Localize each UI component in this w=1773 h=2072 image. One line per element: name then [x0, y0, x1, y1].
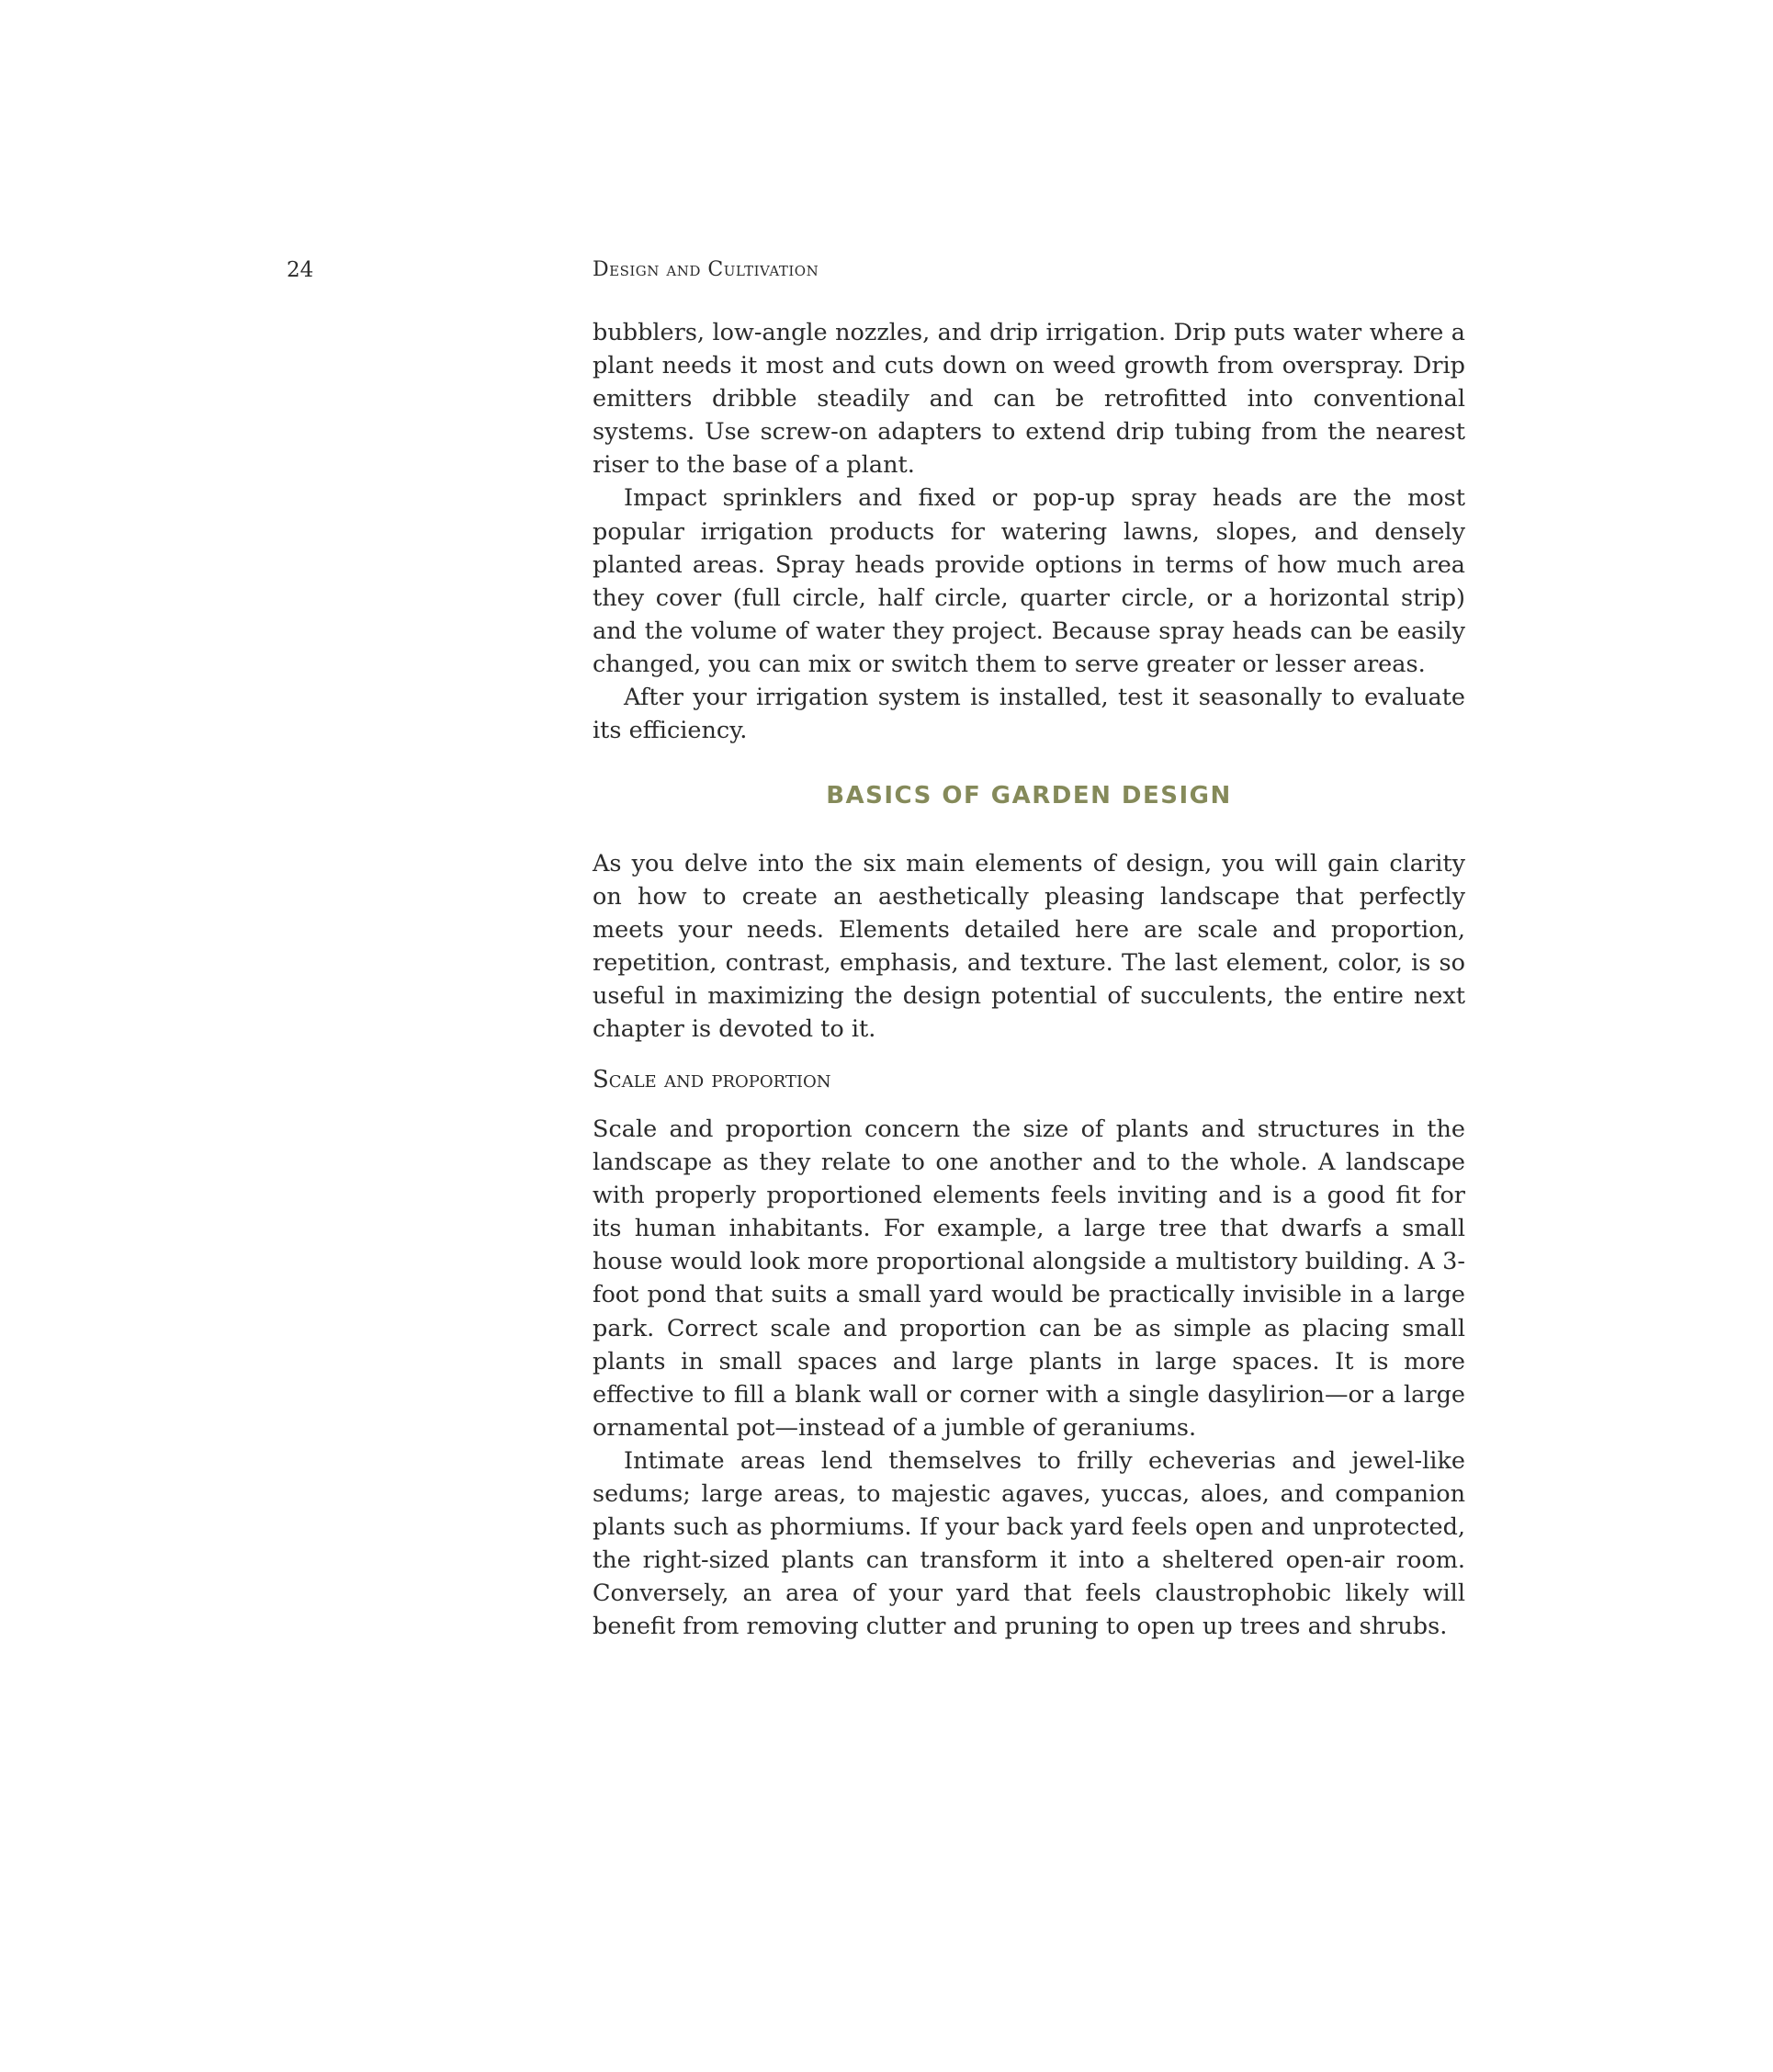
body-paragraph: After your irrigation system is installed, test it seasonally to evaluate its efficiency.	[593, 684, 1465, 745]
intro-text-block	[593, 316, 1465, 747]
running-head: Design and Cultivation	[593, 258, 819, 281]
page-number: 24	[287, 258, 314, 282]
body-paragraph: Impact sprinklers and fixed or pop-up spray heads are the most popular irrigation products for watering lawns, slopes, and densely planted areas. Spray heads provide options in terms of how much area they cover (full circle, half circle, quarter circle, or a horizontal strip) and the volume of water they project. Because spray heads can be easily changed, you can mix or switch them to serve greater or lesser areas.	[593, 484, 1465, 678]
subsection-heading: Scale and proportion	[593, 1066, 831, 1093]
body-paragraph: bubblers, low-angle nozzles, and drip irrigation. Drip puts water where a plant needs it most and cuts down on weed growth from overspray. Drip emitters dribble steadily and can be retrofitted into conventional systems. Use screw-on adapters to extend drip tubing from the nearest riser to the base of a plant.	[593, 319, 1465, 480]
section-intro-block	[593, 847, 1465, 1047]
subsection-text-block	[593, 1113, 1465, 1644]
section-heading: BASICS OF GARDEN DESIGN	[826, 782, 1232, 810]
section-intro-paragraph: As you delve into the six main elements of design, you will gain clarity on how to create an aesthetically pleasing landscape that perfectly meets your needs. Elements detailed here are scale and proportion, repetition, contrast, emphasis, and texture. The last element, color, is so useful in maximizing the design potential of succulents, the entire next chapter is devoted to it.	[593, 850, 1465, 1044]
body-paragraph: Intimate areas lend themselves to frilly echeverias and jewel-like sedums; large areas, to majestic agaves, yuccas, aloes, and companion plants such as phormiums. If your back yard feels open and unprotected, the right-sized plants can transform it into a sheltered open-air room. Conversely, an area of your yard that feels claustrophobic likely will benefit from removing clutter and pruning to open up trees and shrubs.	[593, 1446, 1465, 1641]
body-paragraph: Scale and proportion concern the size of plants and structures in the landscape as they relate to one another and to the whole. A landscape with properly proportioned elements feels inviting and is a good fit for its human inhabitants. For example, a large tree that dwarfs a small house would look more proportional alongside a multistory building. A 3-foot pond that suits a small yard would be practically invisible in a large park. Correct scale and proportion can be as simple as placing small plants in small spaces and large plants in large spaces. It is more effective to fill a blank wall or corner with a single dasylirion—or a large ornamental pot—instead of a jumble of geraniums.	[593, 1115, 1465, 1442]
